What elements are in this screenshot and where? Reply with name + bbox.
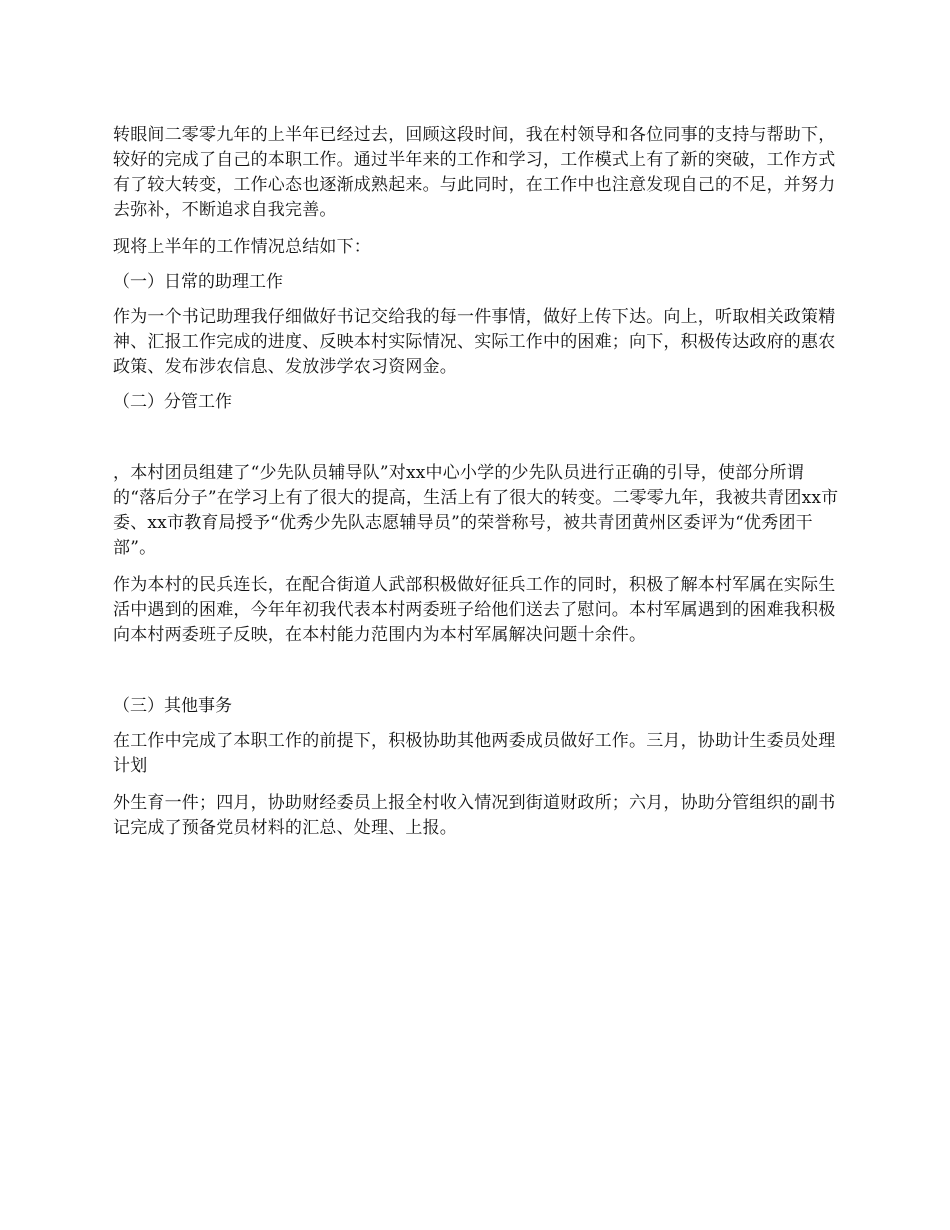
section-2-body-1: ，本村团员组建了“少先队员辅导队”对xx中心小学的少先队员进行正确的引导，使部分所谓的“落后分子”在学习上有了很大的提高，生活上有了很大的转变。二零零九年，我被共青团xx市委、xx市教育局授予“优秀少先队志愿辅导员”的荣誉称号，被共青团黄州区委评为“优秀团干部”。 — [113, 463, 839, 558]
section-1-heading: （一）日常的助理工作 — [113, 272, 283, 292]
section-2-heading: （二）分管工作 — [113, 392, 232, 412]
section-3-heading: （三）其他事务 — [113, 696, 232, 716]
intro-paragraph: 转眼间二零零九年的上半年已经过去，回顾这段时间，我在村领导和各位同事的支持与帮助下，较好的完成了自己的本职工作。通过半年来的工作和学习，工作模式上有了新的突破，工作方式有了较大转变，工作心态也逐渐成熟起来。与此同时，在工作中也注意发现自己的不足，并努力去弥补，不断追求自我完善。 — [113, 125, 836, 220]
summary-lead-paragraph: 现将上半年的工作情况总结如下： — [113, 237, 371, 257]
section-3-body-1: 在工作中完成了本职工作的前提下，积极协助其他两委成员做好工作。三月，协助计生委员处理计划 — [113, 731, 836, 776]
section-1-body: 作为一个书记助理我仔细做好书记交给我的每一件事情，做好上传下达。向上，听取相关政策精神、汇报工作完成的进度、反映本村实际情况、实际工作中的困难；向下，积极传达政府的惠农政策、发布涉农信息、发放涉学农习资网金。 — [113, 307, 836, 377]
section-3-body-2: 外生育一件；四月，协助财经委员上报全村收入情况到街道财政所；六月，协助分管组织的副书记完成了预备党员材料的汇总、处理、上报。 — [113, 793, 836, 838]
section-2-body-2: 作为本村的民兵连长，在配合街道人武部积极做好征兵工作的同时，积极了解本村军属在实际生活中遇到的困难，今年年初我代表本村两委班子给他们送去了慰问。本村军属遇到的困难我积极向本村两委班子反映，在本村能力范围内为本村军属解决问题十余件。 — [113, 575, 836, 645]
document-page — [113, 123, 843, 841]
